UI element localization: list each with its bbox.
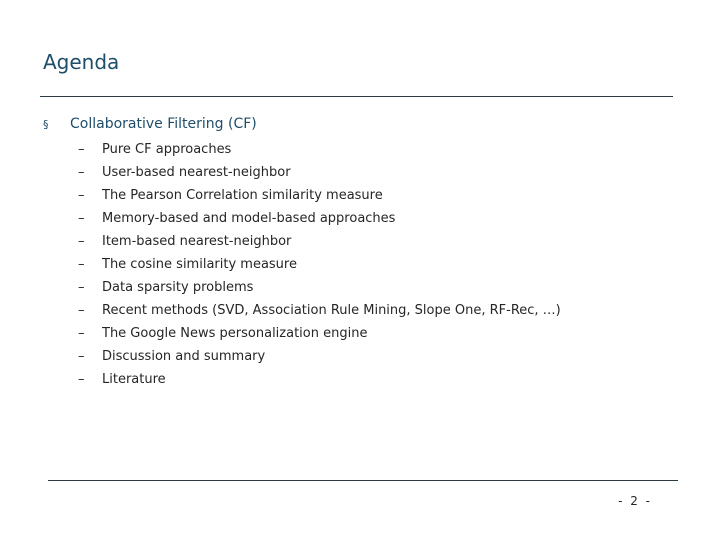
list-item-text: The Pearson Correlation similarity measure (102, 188, 383, 203)
dash-marker: – (78, 280, 85, 295)
dash-marker: – (78, 234, 85, 249)
title-divider (40, 96, 673, 97)
slide-title: Agenda (43, 50, 120, 74)
list-item-text: Memory-based and model-based approaches (102, 211, 396, 226)
dash-marker: – (78, 372, 85, 387)
list-item-text: Recent methods (SVD, Association Rule Mining, Slope One, RF-Rec, …) (102, 303, 561, 318)
dash-marker: – (78, 165, 85, 180)
list-item (78, 186, 561, 209)
list-item-text: The Google News personalization engine (102, 326, 368, 341)
list-item (78, 232, 561, 255)
list-item-text: Pure CF approaches (102, 142, 232, 157)
list-item (78, 278, 561, 301)
dash-marker: – (78, 326, 85, 341)
list-item-text: Item-based nearest-neighbor (102, 234, 292, 249)
list-item (78, 324, 561, 347)
dash-marker: – (78, 349, 85, 364)
list-item-text: Discussion and summary (102, 349, 266, 364)
list-item (78, 209, 561, 232)
list-item-text: Data sparsity problems (102, 280, 254, 295)
list-item-text: Literature (102, 372, 166, 387)
main-bullet (43, 116, 257, 132)
main-bullet-text: Collaborative Filtering (CF) (70, 116, 257, 132)
list-item (78, 301, 561, 324)
dash-marker: – (78, 303, 85, 318)
list-item (78, 370, 561, 393)
list-item (78, 163, 561, 186)
dash-marker: – (78, 257, 85, 272)
agenda-sub-list (78, 140, 561, 393)
dash-marker: – (78, 142, 85, 157)
bullet-marker: § (43, 118, 49, 131)
footer-divider (48, 480, 678, 481)
list-item-text: The cosine similarity measure (102, 257, 297, 272)
list-item-text: User-based nearest-neighbor (102, 165, 291, 180)
dash-marker: – (78, 211, 85, 226)
page-number: - 2 - (618, 494, 652, 508)
list-item (78, 140, 561, 163)
list-item (78, 255, 561, 278)
dash-marker: – (78, 188, 85, 203)
list-item (78, 347, 561, 370)
